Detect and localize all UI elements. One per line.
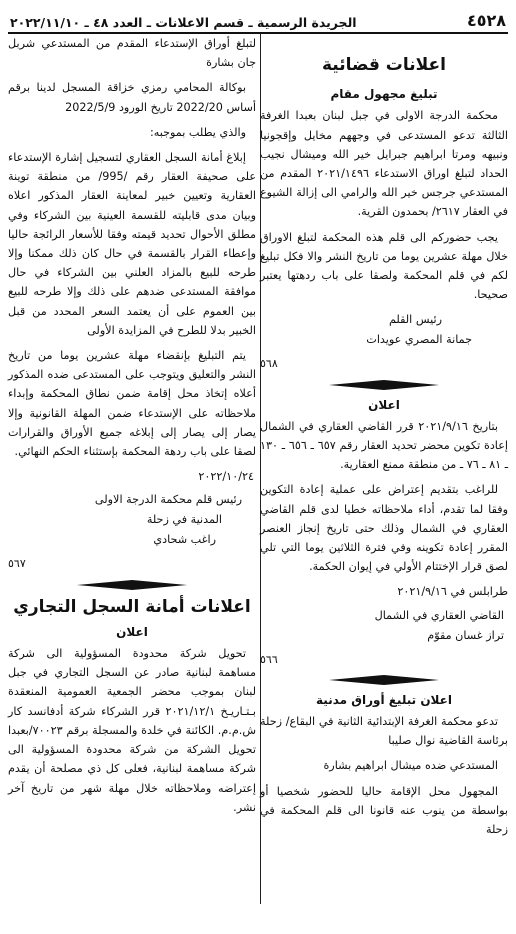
- left-column: [8, 34, 256, 934]
- notice-body: تحويل شركة محدودة المسؤولية الى شركة مساهمة لبنانية صادر عن السجل التجاري في جبل لبنان بموجب محضر الجمعية العمومية المنعقدة بـتـاريـخ ٢٠٢١/١٢/١ قرر الشركاء شركة أدفانسد كار ش.م.م. الكائنة في خلدة والمسجلة برقم ٧٠٠٢٣/بعبدا تحويل الشركة من شركة محدودة المسؤولية الى شركة مساهمة لبنانية، فعلى كل ذي مصلحة أن يقدم إعتراضه وملاحظاته خلال مهلة شهر من تاريخ آخر نشر.: [8, 647, 256, 814]
- right-column: [260, 34, 508, 934]
- notice2-date: طرابلس في ٢٠٢١/٩/١٦: [397, 585, 508, 599]
- header-title: الجريدة الرسمية ـ قسم الاعلانات ـ العدد ٤٨ ـ ٢٠٢٢/١١/١٠: [10, 15, 357, 30]
- notice-title: اعلان: [116, 624, 148, 639]
- notice2-ref: ٥٦٦: [260, 652, 278, 666]
- signature-name: راغب شحادي: [153, 533, 216, 547]
- columns: [8, 34, 508, 934]
- ornament-divider: [260, 380, 508, 392]
- notice3-body: تدعو محكمة الغرفة الإبتدائية الثانية في البقاع/ زحلة برئاسة القاضية نوال صليبا: [260, 715, 508, 748]
- signature-name: تراز غسان مقوّم: [427, 628, 504, 642]
- section-title-judicial: اعلانات قضائية: [321, 55, 446, 75]
- cont-signature: [8, 490, 256, 550]
- ornament-divider: [260, 675, 508, 687]
- notice1-title: تبليغ مجهول مقام: [330, 87, 438, 102]
- notice2-body2: للراغب بتقديم إعتراض على عملية إعادة التكوين وفقا لما تقدم، أداء ملاحظاته خطيا لدى قلم القاضي العقاري في الشمال وذلك حتى تاريخ إنجاز العنصر المقرر إعادة تكوينه وفي فترة الثلاثين يوما التي تلي لصق قرار الإختتام الأولي في إيوان الحكمة.: [260, 483, 508, 574]
- cont-ref: ٥٦٧: [8, 557, 26, 571]
- notice3-body3: المجهول محل الإقامة حاليا للحضور شخصيا أو بواسطة من ينوب عنه قانونا الى قلم المحكمة في زحلة: [260, 784, 508, 837]
- cont-body3: والذي يطلب بموجبه:: [149, 125, 246, 139]
- cont-body2: بوكالة المحامي رمزي خزاقة المسجل لدينا برقم أساس 2022/20 تاريخ الورود 2022/5/9: [8, 81, 256, 114]
- notice2-signature: [260, 606, 508, 646]
- notice1-ref: ٥٦٨: [260, 357, 278, 371]
- notice3-body2: المستدعي ضده ميشال ابراهيم بشارة: [323, 759, 498, 773]
- signature-role: رئيس قلم محكمة الدرجة الاولى: [94, 493, 242, 507]
- notice2-title: اعلان: [368, 397, 400, 412]
- notice1-body2: يجب حضوركم الى قلم هذه المحكمة لتبلغ الاوراق خلال مهلة عشرين يوما من تاريخ النشر والا فكل تبليغ لكم في قلم المحكمة ولصقا على باب ردهتها يعتبر صحيحا.: [260, 230, 508, 302]
- notice1-body: محكمة الدرجة الاولى في جبل لبنان بعبدا الغرفة الثالثة تدعو المستدعى في وجههم مخايل وإقجونيا ونبيهه ومرتا ابراهيم جبرايل خير الله وميشال نجيب الحداد لتبلغ اوراق الاستدعاء ٢٠٢١/١٤٩٦ المقدم من المستدعي جرجس خير الله والرامي الى إزالة الشيوع في العقار ٢٦١٧/ بحمدون القرية.: [260, 109, 508, 219]
- notice2-body: بتاريخ ٢٠٢١/٩/١٦ قرر القاضي العقاري في الشمال إعادة تكوين محضر تحديد العقار رقم ٦٥٧ ـ ٦٥٦ ـ ١٣٠ ـ ٨١ ـ ٧٦ ـ من منطقة ممنع العقارية.: [260, 419, 508, 472]
- cont-body4: إبلاغ أمانة السجل العقاري لتسجيل إشارة الإستدعاء على صحيفة العقار رقم /995/ من منطقة توينة العقارية وتعيين خبير لمعاينة العقار المذكور اعلاه وبيان مدى قابليته للقسمة العينية بين الشركاء وفي مطلق الأحوال تحديد قيمته وفقا للأسعار الرائجة حاليا وإعطاء القرار بالقسمة في حال كان ذلك ممكنا وإلا طرحه للبيع بالمزاد العلني بين الشركاء في حال موافقة المستدعى ضدهم على ذلك وإلا طرحه للبيع بين العموم على أن يعتمد السعر المحدد من قبل الخبير بدلا للطرح في المزايدة الأولى: [8, 151, 256, 337]
- page-number: ٤٥٢٨: [466, 11, 506, 30]
- ornament-divider: [8, 580, 256, 592]
- signature-court: المدنية في زحلة: [146, 513, 222, 527]
- signature-role: القاضي العقاري في الشمال: [374, 608, 504, 622]
- signature-name: جمانة المصري عويدات: [366, 333, 472, 347]
- page-header: [8, 6, 508, 34]
- cont-body5: يتم التبليغ بإنقضاء مهلة عشرين يوما من تاريخ النشر والتعليق ويتوجب على المستدعى ضده المذكور أعلاه إتخاذ محل إقامة ضمن نطاق المحكمة وإبداء ملاحظاته على الإستدعاء ضمن المهلة القانونية وإلا يصار إلى يصار إلى إبلاغه جميع الأوراق والقرارات لصقا على باب ردهة المحكمة بإستثناء الحكم النهائي.: [8, 349, 256, 459]
- section-title-commercial: اعلانات أمانة السجل التجاري: [13, 596, 251, 617]
- cont-body1: لتبلغ أوراق الإستدعاء المقدم من المستدعي شربل جان بشارة: [8, 37, 256, 70]
- notice1-signature: [260, 310, 508, 350]
- notice3-title: اعلان تبليغ أوراق مدنية: [316, 692, 452, 707]
- signature-role: رئيس القلم: [388, 313, 442, 327]
- cont-date: ٢٠٢٢/١٠/٢٤: [198, 470, 254, 484]
